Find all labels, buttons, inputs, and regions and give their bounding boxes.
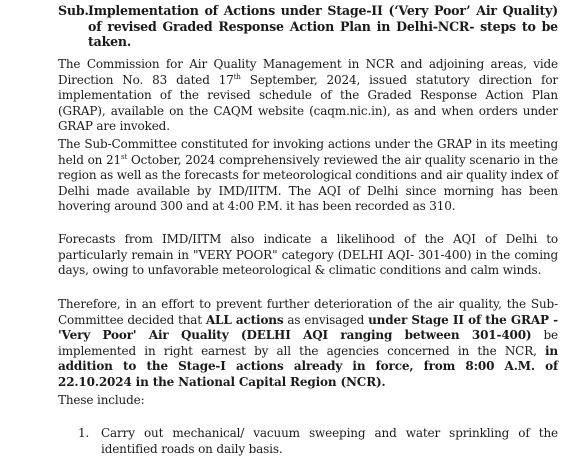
- list-item: [78, 426, 558, 457]
- paragraph-subcommittee-review: [58, 137, 558, 215]
- paragraph-direction: [58, 57, 558, 135]
- ordinal-suffix: st: [121, 152, 128, 161]
- paragraph-text: The Commission for Air Quality Management in NCR and adjoining areas, vide Direction No. 83 dated 17: [58, 57, 558, 87]
- subject-label: Sub.:: [58, 3, 94, 18]
- paragraph-text: as envisaged: [283, 312, 369, 327]
- list-number: 1.: [78, 426, 90, 440]
- paragraph-text: September, 2024, issued statutory direction for implementation of the revised schedule of the Graded Response Action Plan (GRAP), available on the CAQM website (caqm.nic.in), as and when orders under GRAP are invoked.: [58, 72, 559, 134]
- emphasis-text: ALL actions: [205, 312, 284, 327]
- list-text: Carry out mechanical/ vacuum sweeping and water sprinkling of the identified roads on daily basis.: [101, 426, 558, 456]
- paragraph-forecast: Forecasts from IMD/IITM also indicate a likelihood of the AQI of Delhi to particularly remain in "VERY POOR" category (DELHI AQI- 301-400) in the coming days, owing to unfavorable meteorological & climatic conditions and calm winds.: [58, 232, 558, 278]
- subject-heading: [58, 3, 558, 50]
- paragraph-text: The Sub-Committee constituted for invoking actions under the GRAP in its meeting held on 21: [58, 137, 558, 167]
- emphasis-text: in addition to the Stage-I actions already in force, from 8:00 A.M. of 22.10.2024 in the National Capital Region (NCR).: [58, 343, 558, 389]
- ordinal-suffix: th: [233, 72, 241, 81]
- paragraph-these-include: These include:: [58, 393, 145, 407]
- paragraph-text: October, 2024 comprehensively reviewed the air quality scenario in the region as well as the forecasts for meteorological conditions and air quality index of Delhi made available by IMD/IITM. The AQI of Delhi since morning has been hovering around 300 and at 4:00 P.M. it has been recorded as 310.: [58, 152, 559, 214]
- paragraph-text: Therefore, in an effort to prevent further deterioration of the air quality, the Sub-Committee decided that: [58, 297, 558, 327]
- emphasis-text: under Stage II of the GRAP -'Very Poor' Air Quality (DELHI AQI ranging between 301-400): [58, 312, 558, 343]
- paragraph-text: be implemented in right earnest by all the agencies concerned in the NCR,: [58, 328, 558, 358]
- paragraph-decision: [58, 297, 558, 391]
- subject-text: Implementation of Actions under Stage-II (‘Very Poor’ Air Quality) of revised Graded Response Action Plan in Delhi-NCR- steps to be taken.: [88, 3, 558, 50]
